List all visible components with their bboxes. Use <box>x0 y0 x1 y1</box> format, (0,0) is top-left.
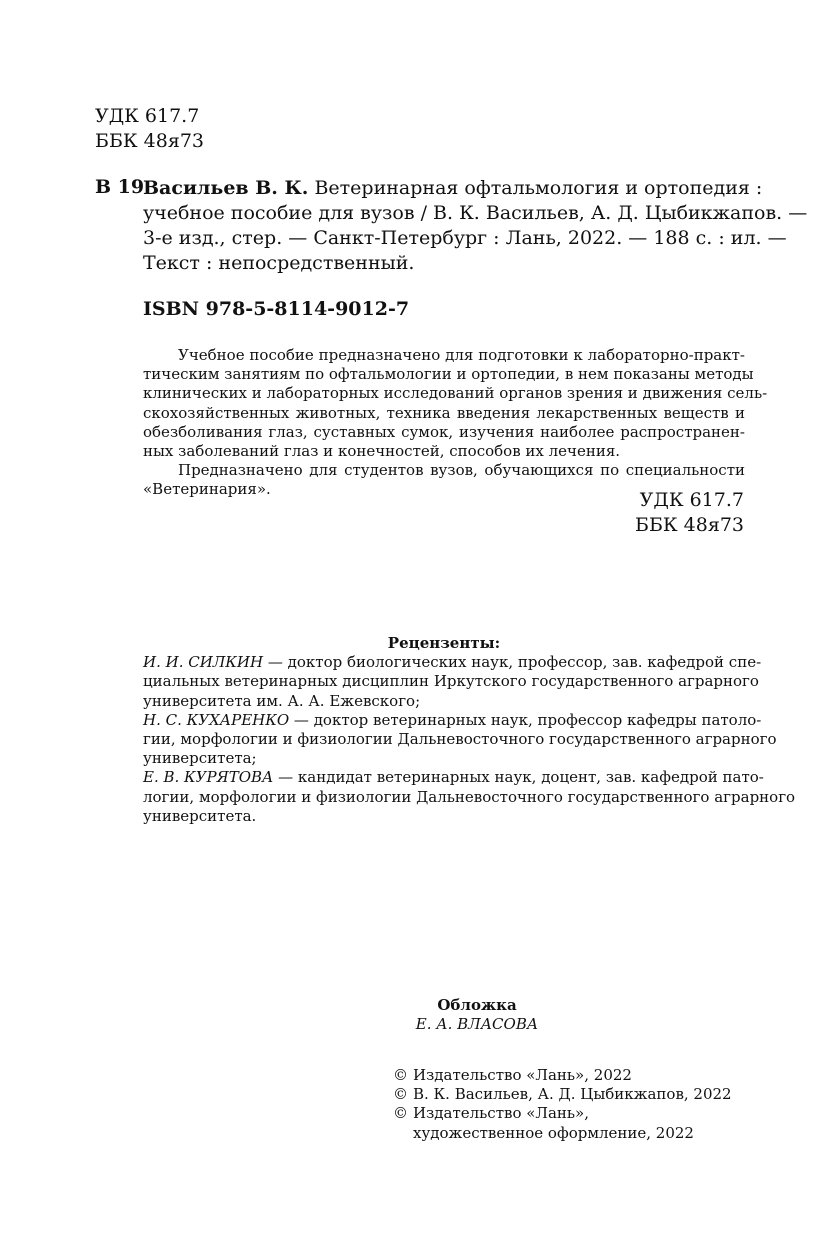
reviewer-1-line: циальных ветеринарных дисциплин Иркутского государственного аграрного <box>143 672 759 691</box>
reviewer-2-line: Н. С. КУХАРЕНКО — доктор ветеринарных наук, профессор кафедры патоло- <box>143 710 762 729</box>
annotation-line: скохозяйственных животных, техника введения лекарственных веществ и <box>143 403 745 422</box>
udk-code: УДК 617.7 <box>95 105 200 127</box>
reviewers-section <box>143 634 796 826</box>
biblio-line-3: 3-е изд., стер. — Санкт-Петербург : Лань, 2022. — 188 с. : ил. — <box>143 227 787 249</box>
reviewer-1-name: И. И. СИЛКИН <box>143 653 264 672</box>
copyright-line: © Издательство «Лань», 2022 <box>393 1066 632 1084</box>
isbn: ISBN 978-5-8114-9012-7 <box>143 298 410 320</box>
reviewer-2-line: университета; <box>143 749 257 768</box>
biblio-line-4: Текст : непосредственный. <box>143 252 415 274</box>
annotation-line: Предназначено для студентов вузов, обучающихся по специальности <box>178 461 745 480</box>
reviewer-2-line: гии, морфологии и физиологии Дальневосточного государственного аграрного <box>143 730 777 749</box>
annotation <box>143 346 768 500</box>
annotation-line: клинических и лабораторных исследований органов зрения и движения сель- <box>143 384 768 403</box>
copyright-icon: © <box>393 1066 408 1084</box>
copyright-icon: © <box>393 1104 408 1123</box>
reviewers-title: Рецензенты: <box>387 634 501 652</box>
bbk-code: ББК 48я73 <box>95 130 205 152</box>
annotation-line: тическим занятиям по офтальмологии и ортопедии, в нем показаны методы <box>143 365 754 384</box>
biblio-line-1: Васильев В. К. Ветеринарная офтальмология и ортопедия : <box>143 177 763 199</box>
bibliographic-record <box>143 176 808 276</box>
biblio-line-2: учебное пособие для вузов / В. К. Васильев, А. Д. Цыбикжапов. — <box>143 202 808 224</box>
reviewer-3-line: университета. <box>143 806 257 825</box>
udk-bbk-header <box>95 104 204 154</box>
cover-credit <box>396 996 558 1034</box>
copyright-icon: © <box>393 1085 408 1104</box>
reviewer-3-line: логии, морфологии и физиологии Дальневосточного государственного аграрного <box>143 787 796 806</box>
reviewer-3-name: Е. В. КУРЯТОВА <box>143 768 274 787</box>
catalog-code: В 19 <box>95 176 145 198</box>
udk-code: УДК 617.7 <box>639 489 744 511</box>
reviewer-3-line: Е. В. КУРЯТОВА — кандидат ветеринарных наук, доцент, зав. кафедрой пато- <box>143 768 764 787</box>
annotation-line: ных заболеваний глаз и конечностей, способов их лечения. <box>143 442 621 461</box>
copyright-line: © В. К. Васильев, А. Д. Цыбикжапов, 2022 <box>393 1085 732 1104</box>
reviewer-1-line: И. И. СИЛКИН — доктор биологических наук, профессор, зав. кафедрой спе- <box>143 653 762 672</box>
annotation-line: обезболивания глаз, суставных сумок, изучения наиболее распространен- <box>143 422 745 441</box>
reviewer-2-name: Н. С. КУХАРЕНКО <box>143 710 290 729</box>
bbk-code: ББК 48я73 <box>634 514 744 536</box>
copyright-line: © Издательство «Лань», <box>393 1104 590 1123</box>
cover-title: Обложка <box>437 996 517 1014</box>
annotation-line: Учебное пособие предназначено для подготовки к лабораторно-практ- <box>178 346 745 364</box>
copyright-line: художественное оформление, 2022 <box>413 1123 694 1142</box>
udk-bbk-footer <box>635 488 744 538</box>
copyright-block <box>393 1066 732 1143</box>
reviewer-1-line: университета им. А. А. Ежевского; <box>143 691 421 710</box>
cover-designer: Е. А. ВЛАСОВА <box>415 1015 539 1033</box>
annotation-line: «Ветеринария». <box>143 480 271 499</box>
author-name: Васильев В. К. <box>143 177 309 199</box>
